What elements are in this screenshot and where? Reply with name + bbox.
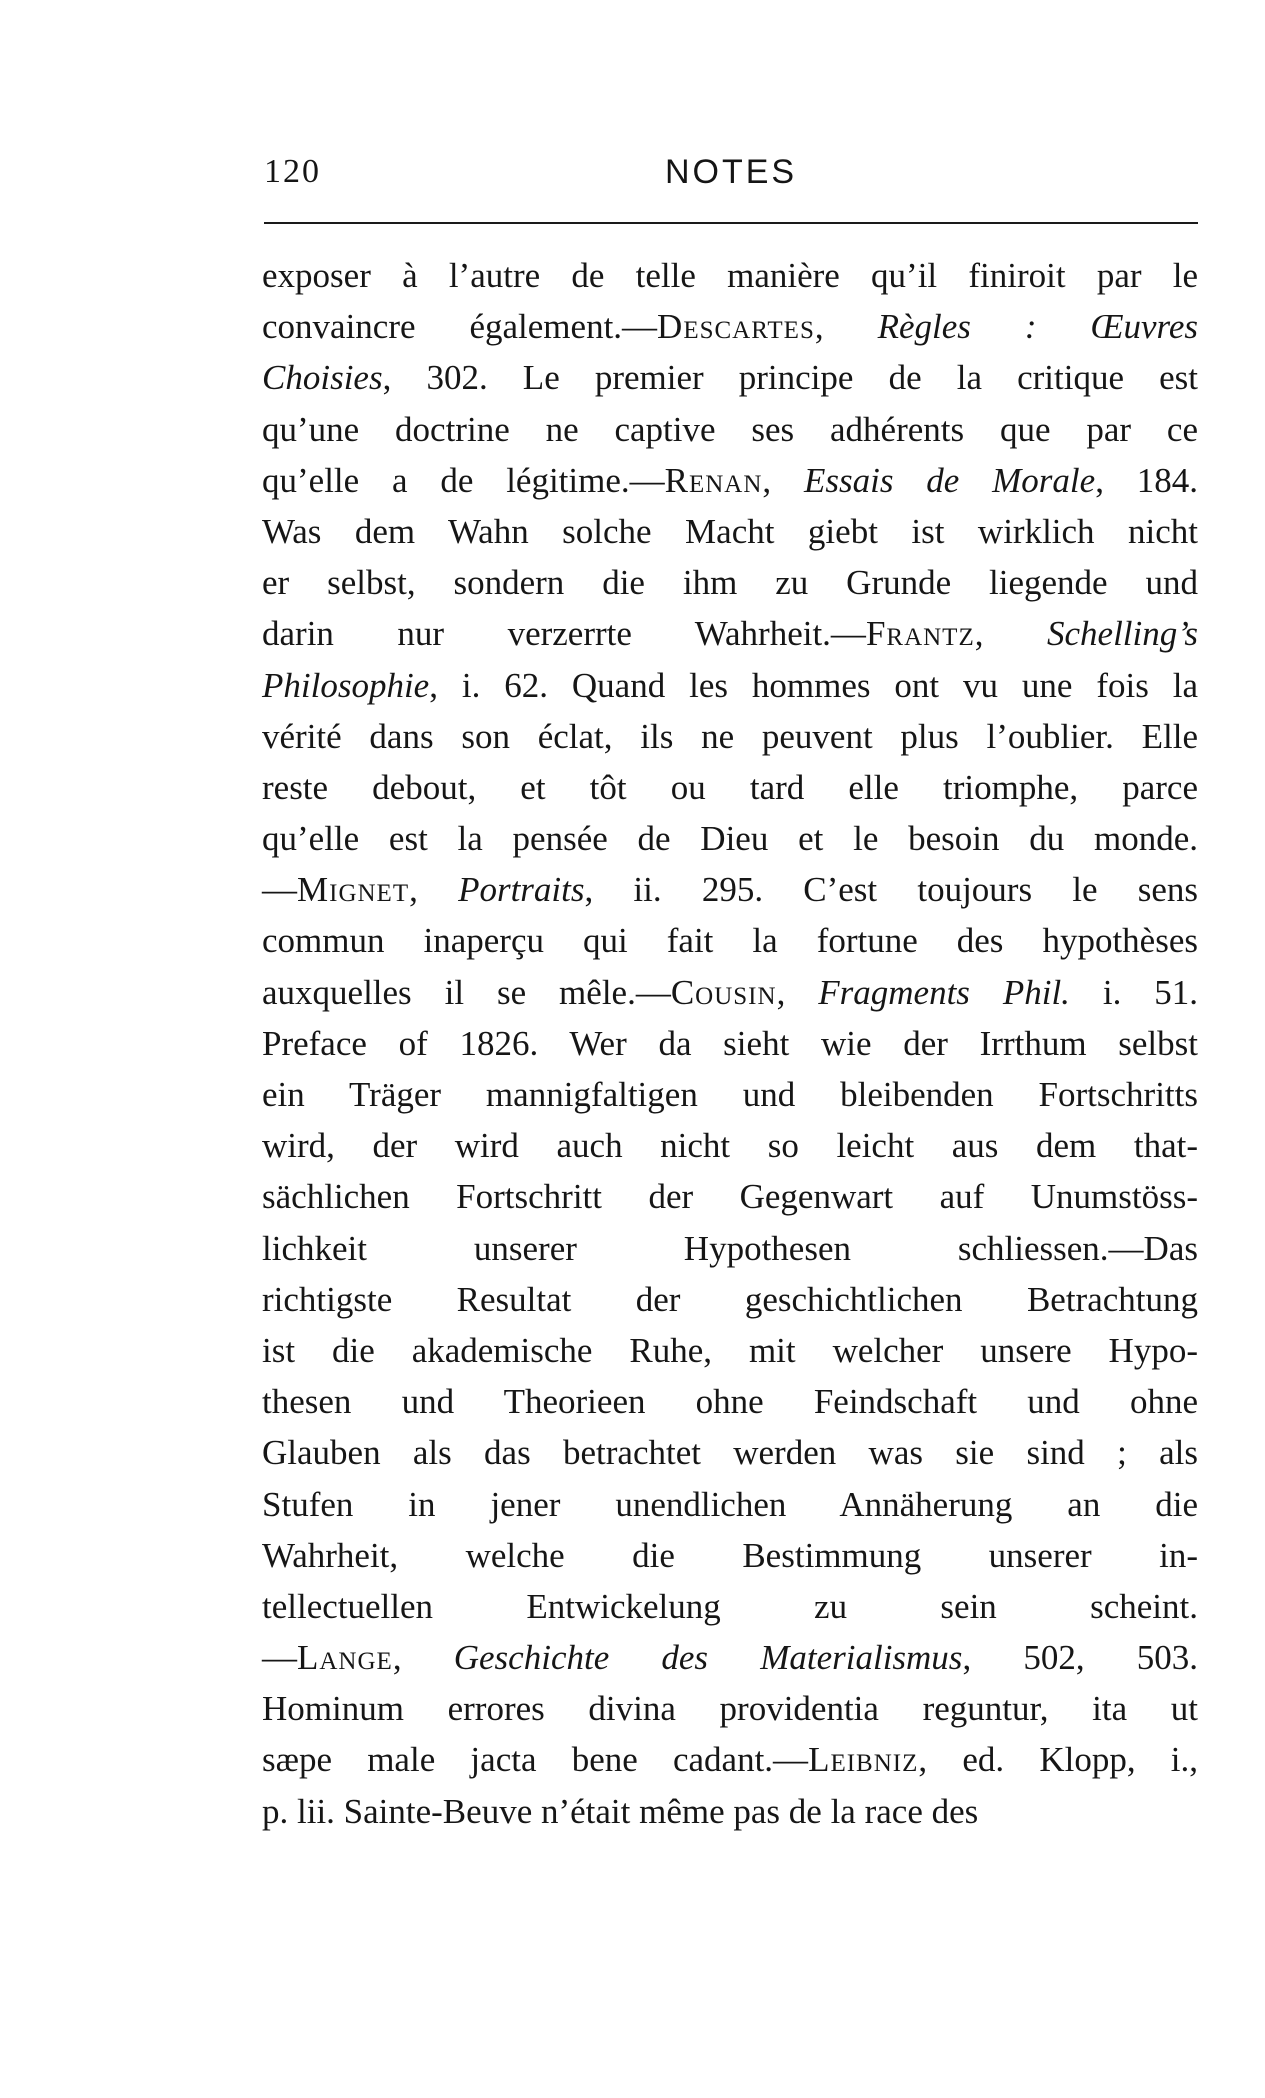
text-segment: er selbst, sondern die ihm zu Grunde liegende und xyxy=(262,563,1198,603)
text-segment: sächlichen Fortschritt der Gegenwart auf Unumstöss- xyxy=(262,1177,1198,1217)
author-name: Renan xyxy=(664,460,763,500)
text-segment: p. lii. Sainte-Beuve n’était même pas de la race des xyxy=(262,1791,979,1831)
italic-title: Règles : Œuvres xyxy=(877,307,1198,347)
text-line xyxy=(262,1581,1198,1632)
text-line xyxy=(262,1069,1198,1120)
italic-title: Philosophie xyxy=(262,665,430,705)
italic-title: Choisies xyxy=(262,358,383,398)
text-segment: ein Träger mannigfaltigen und bleibenden Fortschritts xyxy=(262,1075,1198,1114)
text-segment: , 502, 503. xyxy=(962,1638,1199,1678)
author-name: Frantz xyxy=(865,614,975,654)
text-segment: Stufen in jener unendlichen Annäherung an die xyxy=(262,1484,1198,1524)
text-line xyxy=(262,1018,1198,1069)
italic-title: Fragments Phil. xyxy=(818,972,1070,1012)
text-line xyxy=(262,1427,1198,1478)
text-line xyxy=(262,1171,1198,1222)
text-segment: qu’elle a de légitime.— xyxy=(262,460,665,500)
text-segment: auxquelles il se mêle.— xyxy=(262,972,671,1012)
text-segment: , xyxy=(392,1638,454,1678)
text-segment: , 302. Le premier principe de la critique est xyxy=(382,358,1198,398)
text-line xyxy=(262,1325,1198,1376)
text-segment: thesen und Theorieen ohne Feindschaft und ohne xyxy=(262,1382,1198,1422)
running-head: NOTES xyxy=(664,153,798,191)
body-text xyxy=(262,250,1198,1837)
author-name: Mignet xyxy=(297,870,410,910)
text-segment: exposer à l’autre de telle manière qu’il finiroit par le xyxy=(262,256,1198,295)
text-segment: wird, der wird auch nicht so leicht aus dem that- xyxy=(262,1126,1198,1166)
text-segment: Wahrheit, welche die Bestimmung unserer in- xyxy=(262,1535,1198,1575)
text-segment: Hominum errores divina providentia reguntur, ita ut xyxy=(262,1689,1198,1729)
text-line xyxy=(262,813,1198,864)
author-name: Cousin xyxy=(670,972,777,1012)
italic-title: Essais de Morale xyxy=(804,460,1096,500)
text-segment: darin nur verzerrte Wahrheit.— xyxy=(262,614,866,654)
text-line xyxy=(262,1734,1198,1785)
text-line xyxy=(262,250,1198,301)
text-segment: , i. 62. Quand les hommes ont vu une fois la xyxy=(429,665,1198,705)
text-segment: , xyxy=(762,460,804,500)
text-segment: — xyxy=(262,870,297,910)
author-name: Descartes xyxy=(657,307,815,347)
text-line xyxy=(262,404,1198,455)
text-line xyxy=(262,1479,1198,1530)
text-segment: , ed. Klopp, i., xyxy=(918,1740,1199,1780)
text-segment: lichkeit unserer Hypothesen schliessen.—Das xyxy=(262,1228,1198,1268)
text-segment: , 184. xyxy=(1095,460,1199,500)
text-segment: , xyxy=(974,614,1047,654)
text-line xyxy=(262,864,1198,915)
text-line xyxy=(262,1376,1198,1427)
text-line xyxy=(262,455,1198,506)
text-line xyxy=(262,711,1198,762)
text-line xyxy=(262,557,1198,608)
text-segment: , ii. 295. C’est toujours le sens xyxy=(584,870,1198,910)
text-segment: , xyxy=(409,870,459,910)
italic-title: Schelling’s xyxy=(1047,614,1199,654)
text-line xyxy=(262,660,1198,711)
text-segment: , xyxy=(814,307,878,347)
text-segment: Was dem Wahn solche Macht giebt ist wirklich nicht xyxy=(262,511,1198,551)
text-line xyxy=(262,352,1198,403)
header-rule xyxy=(264,222,1198,224)
text-line xyxy=(262,1786,1198,1837)
text-segment: i. 51. xyxy=(1069,972,1199,1012)
text-segment: ist die akademische Ruhe, mit welcher unsere Hypo- xyxy=(262,1330,1198,1370)
text-line xyxy=(262,1274,1198,1325)
text-segment: tellectuellen Entwickelung zu sein scheint. xyxy=(262,1586,1198,1626)
text-segment: commun inaperçu qui fait la fortune des hypothèses xyxy=(262,921,1198,961)
text-line xyxy=(262,608,1198,659)
text-segment: — xyxy=(262,1638,297,1678)
text-line xyxy=(262,506,1198,557)
text-line xyxy=(262,1120,1198,1171)
text-segment: vérité dans son éclat, ils ne peuvent plus l’oublier. Elle xyxy=(262,716,1198,756)
text-segment: richtigste Resultat der geschichtlichen Betrachtung xyxy=(262,1279,1198,1319)
text-segment: qu’une doctrine ne captive ses adhérents que par ce xyxy=(262,409,1198,449)
text-segment: qu’elle est la pensée de Dieu et le besoin du monde. xyxy=(262,819,1198,859)
italic-title: Portraits xyxy=(458,870,585,910)
text-line xyxy=(262,762,1198,813)
text-segment: reste debout, et tôt ou tard elle triomphe, parce xyxy=(262,767,1198,807)
text-line xyxy=(262,915,1198,966)
author-name: Lange xyxy=(297,1638,393,1678)
text-line xyxy=(262,1223,1198,1274)
text-segment: Glauben als das betrachtet werden was sie sind ; als xyxy=(262,1433,1198,1473)
page-number: 120 xyxy=(264,153,321,190)
author-name: Leibniz xyxy=(808,1740,919,1780)
text-line xyxy=(262,1530,1198,1581)
italic-title: Geschichte des Materialismus xyxy=(453,1638,963,1678)
text-segment: sæpe male jacta bene cadant.— xyxy=(262,1740,809,1780)
text-line xyxy=(262,1683,1198,1734)
text-line xyxy=(262,967,1198,1018)
text-segment: , xyxy=(776,972,819,1012)
page-header xyxy=(264,153,1198,209)
text-line xyxy=(262,301,1198,352)
text-segment: Preface of 1826. Wer da sieht wie der Irrthum selbst xyxy=(262,1023,1198,1063)
text-segment: convaincre également.— xyxy=(262,307,658,347)
text-line xyxy=(262,1632,1198,1683)
